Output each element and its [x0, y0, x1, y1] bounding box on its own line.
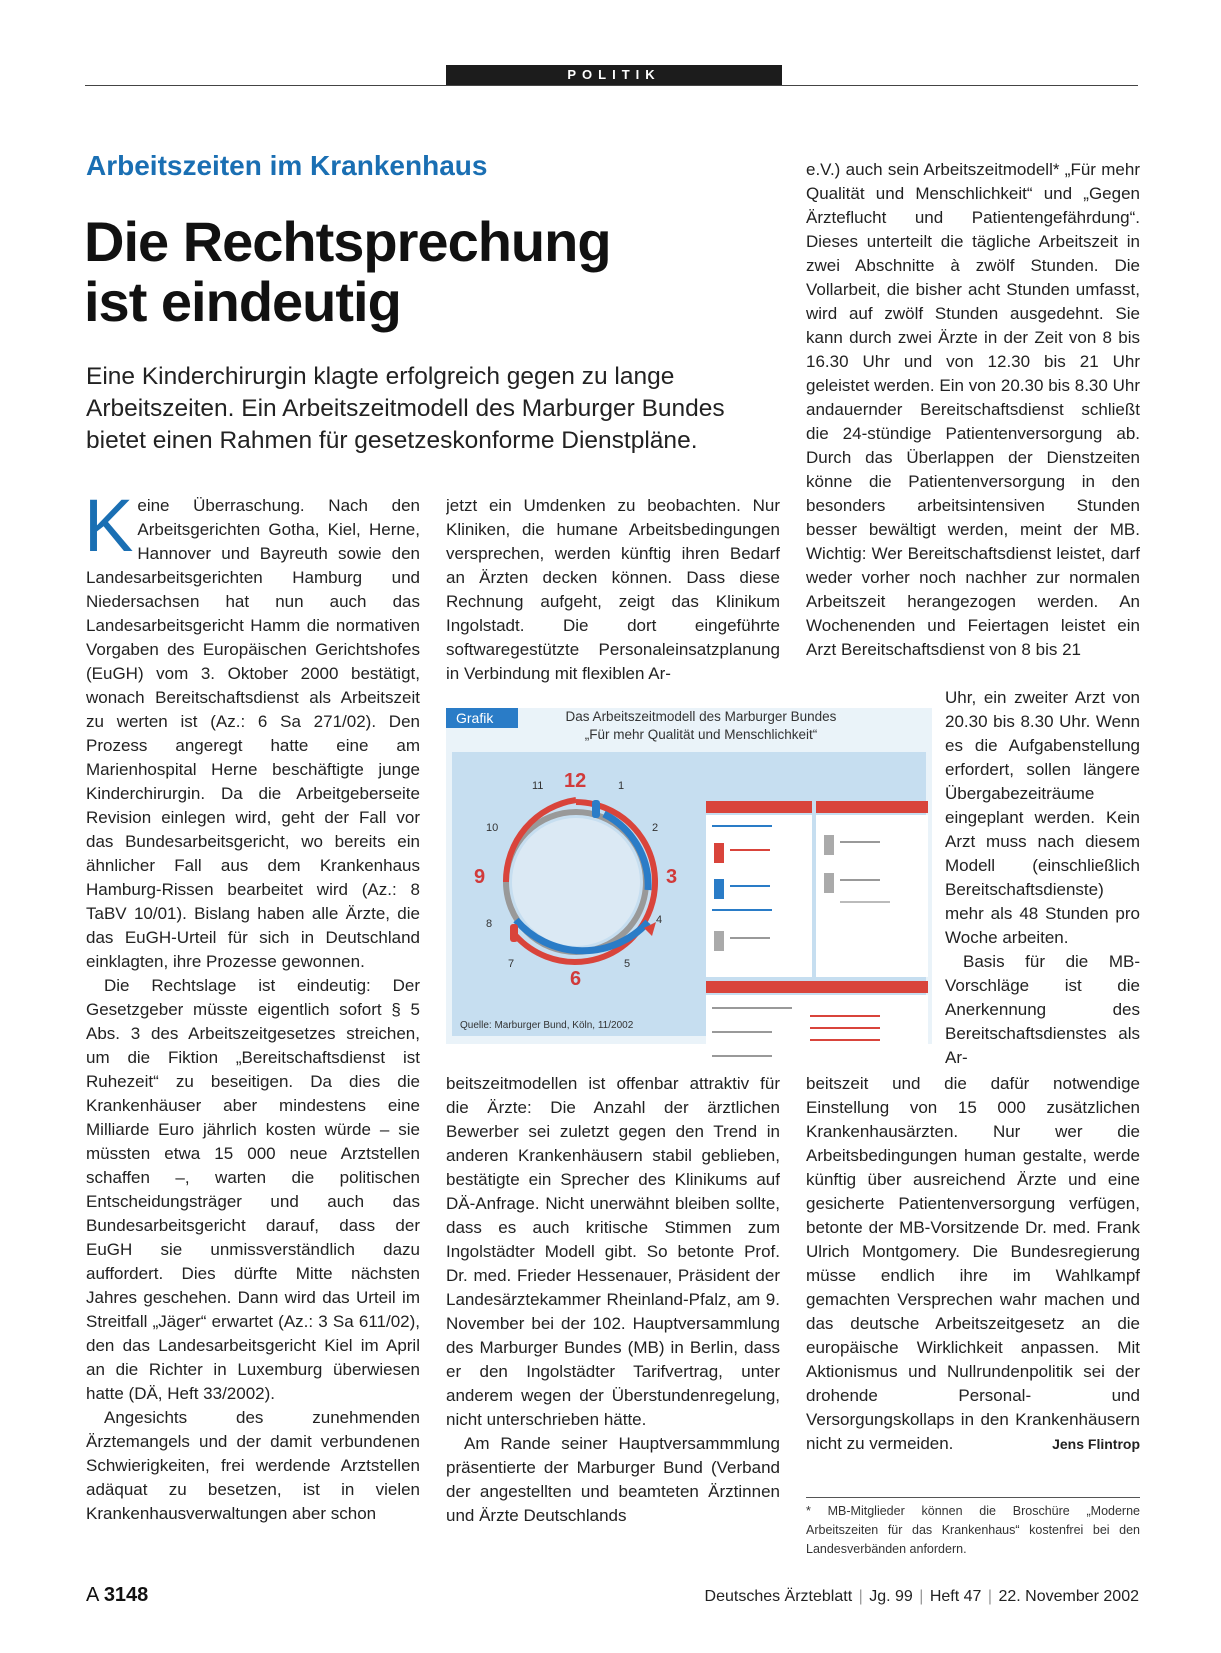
doctor-icon [824, 835, 834, 855]
table-line [712, 1055, 772, 1057]
clock-face [512, 818, 640, 946]
article-title-line-1: Die Rechtsprechung [84, 210, 611, 273]
table-line [810, 1027, 880, 1029]
paragraph: jetzt ein Umdenken zu beobachten. Nur Kliniken, die humane Arbeitsbedingungen versprechen, werden künftig ihren Bedarf an Ärzten decken können. Dass diese Rechnung aufgeht, zeigt das Klinikum Ingolstadt. Die dort eingeführte softwaregestützte Personaleinsatzplanung in Verbindung mit flexiblen Ar- [446, 496, 780, 683]
author-name: Jens Flintrop [1052, 1436, 1140, 1452]
clock-label-11: 11 [532, 780, 544, 792]
table-line [840, 841, 880, 843]
clock-label-4: 4 [656, 914, 663, 926]
footnote: * MB-Mitglieder können die Broschüre „Moderne Arbeitszeiten für das Krankenhaus“ kostenfrei bei den Landesverbänden anfordern. [806, 1497, 1140, 1559]
paragraph: Basis für die MB-Vorschläge ist die Anerkennung des Bereitschaftsdienstes als Ar- [945, 952, 1140, 1067]
doctor-icon [510, 924, 518, 942]
table-line [712, 825, 772, 827]
clock-label-9: 9 [474, 866, 486, 888]
paragraph [84, 484, 420, 974]
clock-label-6: 6 [570, 968, 582, 990]
top-rule [85, 85, 1138, 86]
drop-cap: K [84, 484, 134, 567]
table-line [840, 879, 880, 881]
clock-label-10: 10 [486, 822, 499, 834]
paragraph [806, 1072, 1140, 1456]
table-header-weekday [706, 801, 812, 813]
schedule-table [706, 801, 928, 1077]
journal-issue: Heft 47 [929, 1588, 982, 1605]
page-prefix: A [86, 1584, 99, 1606]
graphic-title [536, 708, 866, 744]
journal-info: Deutsches Ärzteblatt | Jg. 99 | Heft 47 | 22. November 2002 [704, 1588, 1139, 1605]
article-lead: Eine Kinderchirurgin klagte erfolgreich gegen zu lange Arbeitszeiten. Ein Arbeitszeitmodell des Marburger Bundes bietet einen Rahmen für gesetzeskonforme Dienstpläne. [86, 363, 725, 454]
column-3-bottom [806, 1072, 1140, 1456]
doctor-icon [714, 931, 724, 951]
page-number-value: 3148 [103, 1584, 149, 1606]
clock-label-2: 2 [652, 822, 659, 834]
graphic-source: Quelle: Marburger Bund, Köln, 11/2002 [460, 1020, 634, 1031]
section-label: POLITIK [446, 65, 782, 85]
table-line [730, 937, 770, 939]
column-3-narrow [945, 686, 1140, 1070]
paragraph-text: beitszeit und die dafür notwendige Einstellung von 15 000 zusätzlichen Krankenhausärzten. Nur wer die Arbeitsbedingungen human gestalte, werde künftig über ausreichend Ärzte und eine gesicherte Patientenversorgung verfügen, betonte der MB-Vorsitzende Dr. med. Frank Ulrich Montgomery. Die Bundesregierung müsse endlich ihre im Wahlkampf gemachten Versprechen wahr machen und das deutsche Arbeitszeitgesetz an die europäische Wirklichkeit anpassen. Mit Aktionismus und Nullrundenpolitik sei der drohende Personal- und Versorgungskollaps in den Krankenhäusern nicht zu vermeiden. [806, 1074, 1140, 1453]
table-line [840, 901, 890, 903]
table-line [810, 1015, 880, 1017]
column-2-top [446, 494, 780, 694]
paragraph: Die Rechtslage ist eindeutig: Der Gesetzgeber müsste eigentlich sofort § 5 Abs. 3 des Arbeitszeitgesetzes streichen, um die Fiktion „Bereitschaftsdienst ist Ruhezeit“ zu beseitigen. Da dies die Krankenhäuser aber mindestens eine Milliarde Euro jährlich kosten würde – sie müssten etwa 15 000 neue Arztstellen schaffen –, warten die politischen Entscheidungsträger und auch das Bundesarbeitsgericht darauf, dass der EuGH sie unmissverständlich dazu auffordert. Dies dürfte Mitte nächsten Jahres geschehen. Dann wird das Urteil im Streitfall „Jäger“ erwartet (Az.: 3 Sa 611/02), den das Landesarbeitsgericht Kiel im April an die Richter in Luxemburg überwiesen hatte (DÄ, Heft 33/2002). [86, 976, 420, 1403]
column-1 [84, 484, 420, 1526]
clock-label-3: 3 [666, 866, 678, 888]
table-line [712, 1031, 772, 1033]
table-line [730, 885, 770, 887]
journal-name: Deutsches Ärzteblatt [704, 1588, 853, 1605]
doctor-icon [714, 879, 724, 899]
graphic-title-line-1: Das Arbeitszeitmodell des Marburger Bundes [565, 709, 837, 724]
paragraph: beitszeitmodellen ist offenbar attraktiv für die Ärzte: Die Anzahl der ärztlichen Bewerber sei zuletzt gegen den Trend in anderen Krankenhäusern stabil geblieben, bestätigte ein Sprecher des Klinikums auf DÄ-Anfrage. Nicht unerwähnt bleiben sollte, dass es auch kritische Stimmen zum Ingolstädter Modell gibt. So betonte Prof. Dr. med. Frieder Hessenauer, Präsident der Landesärztekammer Rheinland-Pfalz, am 9. November bei der 102. Hauptversammlung des Marburger Bundes (MB) in Berlin, dass er den Ingolstädter Tarifvertrag, unter anderem wegen der Überstundenregelung, nicht unterschrieben hätte. [446, 1074, 780, 1429]
clock-label-7: 7 [508, 958, 515, 970]
clock-label-8: 8 [486, 918, 493, 930]
table-line [712, 1007, 792, 1009]
page-number [86, 1584, 148, 1607]
article-title-line-2: ist eindeutig [84, 270, 401, 333]
paragraph: e.V.) auch sein Arbeitszeitmodell* „Für mehr Qualität und Menschlichkeit“ und „Gegen Ärzteflucht und Patientengefährdung“. Dieses unterteilt die tägliche Arbeitszeit in zwei Abschnitte à zwölf Stunden. Die Vollarbeit, die bisher acht Stunden umfasst, wird auf zwölf Stunden ausgedehnt. Sie kann durch zwei Ärzte in der Zeit von 8 bis 16.30 Uhr und von 12.30 bis 21 Uhr geleistet werden. Ein von 20.30 bis 8.30 Uhr andauernder Bereitschaftsdienst schließt die 24-stündige Patientenversorgung ab. Durch das Überlappen der Dienstzeiten könne die Patientenversorgung in den besonders arbeitsintensiven Stunden besser bewältigt werden, meint der MB. Wichtig: Wer Bereitschaftsdienst leistet, darf weder vorher noch nachher zur normalen Arbeitszeit herangezogen werden. An Wochenenden und Feiertagen leistet ein Arzt Bereitschaftsdienst von 8 bis 21 [806, 160, 1140, 659]
table-line [730, 849, 770, 851]
infographic [446, 708, 932, 1044]
paragraph: Uhr, ein zweiter Arzt von 20.30 bis 8.30 Uhr. Wenn es die Aufgabenstellung erfordert, sollen längere Übergabezeiträume eingeplant werden. Kein Arzt muss nach diesem Modell (einschließlich Bereitschaftsdienste) mehr als 48 Stunden pro Woche arbeiten. [945, 688, 1140, 947]
clock-label-12: 12 [564, 770, 587, 792]
clock-label-5: 5 [624, 958, 631, 970]
doctor-icon [714, 843, 724, 863]
column-2-bottom [446, 1072, 780, 1528]
paragraph: Am Rande seiner Hauptversammmlung präsentierte der Marburger Bund (Verband der angestellten und beamteten Ärztinnen und Ärzte Deutschlands [446, 1434, 780, 1525]
doctor-icon [824, 873, 834, 893]
journal-volume: Jg. 99 [869, 1588, 913, 1605]
graphic-title-line-2: „Für mehr Qualität und Menschlichkeit“ [584, 727, 818, 742]
clock-diagram [452, 752, 702, 1036]
table-header-summary [706, 981, 928, 993]
table-line [810, 1039, 880, 1041]
table-header-weekend [816, 801, 928, 813]
journal-date: 22. November 2002 [998, 1588, 1139, 1605]
article-kicker: Arbeitszeiten im Krankenhaus [86, 150, 488, 181]
graphic-frame [452, 752, 926, 1036]
graphic-tag: Grafik [446, 708, 518, 728]
clock-label-1: 1 [618, 780, 625, 792]
paragraph: Angesichts des zunehmenden Ärztemangels und der damit verbundenen Schwierigkeiten, frei werdende Arztstellen adäquat zu besetzen, ist in vielen Krankenhausverwaltungen aber schon [86, 1408, 420, 1523]
doctor-icon [592, 800, 600, 818]
table-line [712, 909, 772, 911]
paragraph-text: eine Überraschung. Nach den Arbeitsgerichten Gotha, Kiel, Herne, Hannover und Bayreuth sowie den Landesarbeitsgerichten Hamburg und Niedersachsen hat nun auch das Landesarbeitsgericht Hamm die normativen Vorgaben des Europäischen Gerichtshofes (EuGH) vom 3. Oktober 2000 bestätigt, wonach Bereitschaftsdienst als Arbeitszeit zu werten ist (Az.: 6 Sa 271/02). Den Prozess angeregt hatte eine am Marienhospital Herne beschäftigte junge Kinderchirurgin. Da die Arbeitgeberseite Revision einlegen wird, geht der Fall vor das Bundesarbeitsgericht, wo bereits ein ähnlicher Fall aus dem Krankenhaus Hamburg-Rissen bearbeitet wird (Az.: 8 TaBV 10/01). Bislang haben alle Ärzte, die das EuGH-Urteil für sich in Deutschland einklagten, ihre Prozesse gewonnen. [86, 496, 420, 971]
article-title [84, 212, 764, 332]
column-3-top [806, 158, 1140, 662]
